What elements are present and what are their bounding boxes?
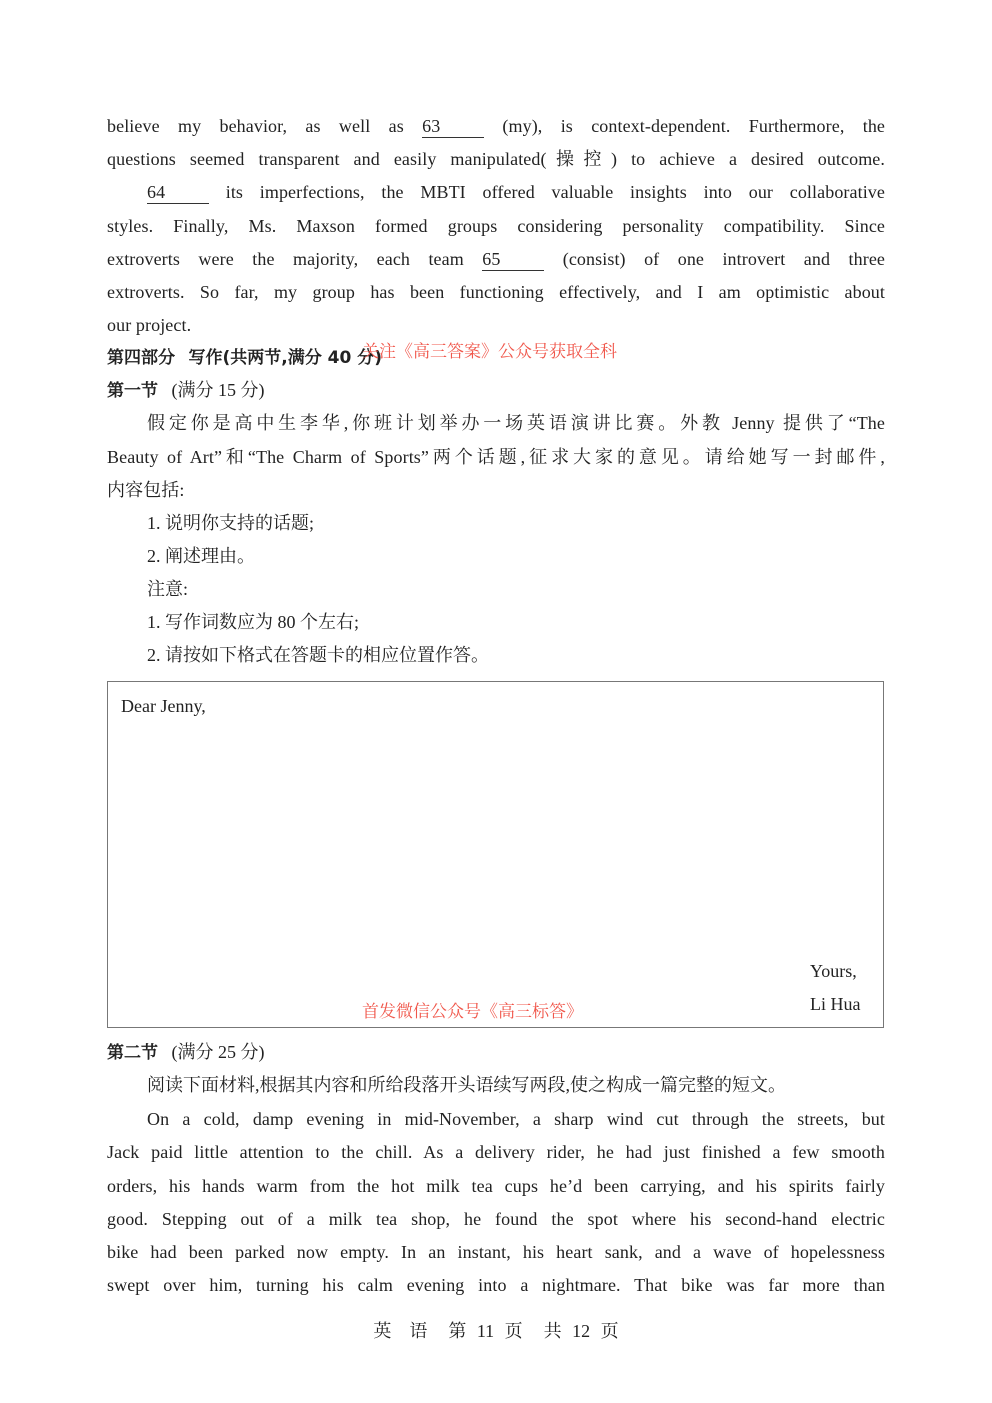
- story-line: orders, his hands warm from the hot milk tea cups he’d been carrying, and his spirits fairly: [107, 1176, 885, 1196]
- passage-text: (my), is context-dependent. Furthermore, the: [484, 116, 886, 136]
- passage-text: its imperfections, the MBTI offered valuable insights into our collaborative: [209, 182, 885, 202]
- section1-score: (满分 15 分): [171, 380, 265, 400]
- answer-blank: 63: [422, 115, 484, 138]
- footer-page: 第 11 页: [448, 1321, 523, 1341]
- note-item: 1. 写作词数应为 80 个左右;: [147, 612, 360, 632]
- section2-heading: [107, 1039, 265, 1066]
- prompt-line: Beauty of Art”和“The Charm of Sports”两个话题,征求大家的意见。请给她写一封邮件,: [107, 447, 885, 467]
- story-line: On a cold, damp evening in mid-November, a sharp wind cut through the streets, but: [147, 1109, 885, 1129]
- passage-text: questions seemed transparent and easily manipulated(操控) to achieve a desired outcome.: [107, 149, 885, 169]
- note-item: 2. 请按如下格式在答题卡的相应位置作答。: [147, 645, 489, 665]
- passage-text: extroverts were the majority, each team: [107, 249, 483, 269]
- requirement-item: 2. 阐述理由。: [147, 546, 255, 566]
- passage-line: [107, 246, 885, 272]
- prompt-line: 假定你是高中生李华,你班计划举办一场英语演讲比赛。外教 Jenny 提供了“The: [147, 413, 885, 433]
- footer-subject: 英 语: [373, 1321, 428, 1341]
- requirement-item: 1. 说明你支持的话题;: [147, 513, 315, 533]
- passage-text: believe my behavior, as well as: [107, 116, 423, 136]
- passage-text: styles. Finally, Ms. Maxson formed groups considering personality compatibility. Since: [107, 216, 885, 236]
- letter-closing: Yours,: [810, 961, 857, 981]
- footer-total: 共 12 页: [543, 1321, 619, 1341]
- section1-heading: [107, 377, 265, 404]
- passage-text: extroverts. So far, my group has been functioning effectively, and I am optimistic about: [107, 282, 885, 302]
- part4-heading: [107, 344, 382, 371]
- story-line: good. Stepping out of a milk tea shop, he found the spot where his second-hand electric: [107, 1209, 885, 1229]
- page-footer: [0, 1317, 992, 1343]
- section1-title: 第一节: [107, 381, 158, 401]
- passage-line: [107, 312, 885, 338]
- note-label: 注意:: [147, 579, 189, 599]
- watermark-top: 关注《高三答案》公众号获取全科: [362, 342, 617, 361]
- section2-instruction: 阅读下面材料,根据其内容和所给段落开头语续写两段,使之构成一篇完整的短文。: [147, 1075, 786, 1095]
- passage-text: our project.: [107, 315, 192, 335]
- story-line: Jack paid little attention to the chill. As a delivery rider, he had just finished a few smooth: [107, 1142, 885, 1162]
- letter-signature: Li Hua: [810, 994, 861, 1014]
- section2-title: 第二节: [107, 1043, 158, 1063]
- passage-line: [107, 146, 885, 172]
- section2-score: (满分 25 分): [171, 1042, 265, 1062]
- passage-text: (consist) of one introvert and three: [544, 249, 885, 269]
- passage-line: [107, 279, 885, 305]
- answer-blank: 65: [482, 248, 544, 271]
- passage-line: [147, 179, 885, 205]
- answer-blank: 64: [147, 181, 209, 204]
- passage-line: [107, 113, 885, 139]
- part4-title: 第四部分: [107, 348, 175, 368]
- part4-subtitle: 写作(共两节,满分 40 分): [188, 348, 382, 368]
- prompt-line: 内容包括:: [107, 480, 185, 500]
- passage-line: [107, 213, 885, 239]
- letter-greeting: Dear Jenny,: [121, 696, 206, 716]
- story-line: swept over him, turning his calm evening into a nightmare. That bike was far more than: [107, 1275, 885, 1295]
- watermark-box: 首发微信公众号《高三标答》: [362, 1002, 583, 1021]
- story-line: bike had been parked now empty. In an instant, his heart sank, and a wave of hopelessness: [107, 1242, 885, 1262]
- answer-box: [107, 681, 884, 1028]
